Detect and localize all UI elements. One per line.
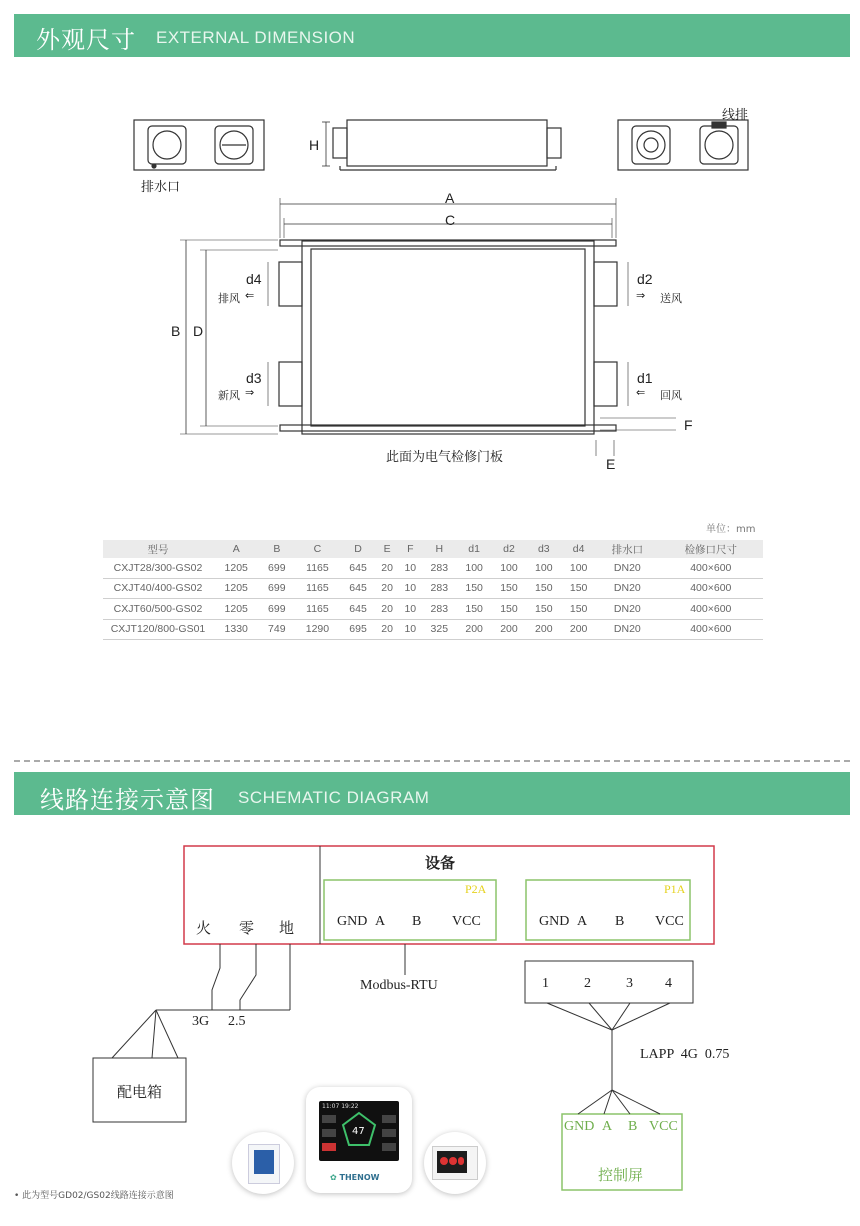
terminal-number: 1 — [542, 976, 549, 991]
table-header: H — [422, 540, 457, 558]
dim-d1-label: d1 — [637, 370, 653, 386]
cable-3g-label: 3G — [192, 1014, 210, 1029]
footnote: • 此为型号GD02/GS02线路连接示意图 — [14, 1191, 174, 1201]
dim-f-label: F — [684, 417, 693, 433]
dim-b-label: B — [171, 323, 181, 339]
table-cell: DN20 — [596, 558, 659, 578]
table-cell: 150 — [526, 599, 561, 620]
table-header: d1 — [457, 540, 492, 558]
table-header: C — [294, 540, 340, 558]
dim-d2-label: d2 — [637, 271, 653, 287]
table-cell: 150 — [492, 578, 527, 599]
table-cell: 1205 — [213, 599, 259, 620]
control-screen-label: 控制屏 — [598, 1166, 644, 1184]
table-cell: 1330 — [213, 619, 259, 640]
table-header: d2 — [492, 540, 527, 558]
pin-b: B — [412, 914, 422, 929]
table-cell: 645 — [341, 558, 376, 578]
table-cell: 695 — [341, 619, 376, 640]
modbus-label: Modbus-RTU — [360, 978, 438, 993]
lapp-cable-label: LAPP 4G 0.75 — [640, 1047, 730, 1062]
table-cell: CXJT60/500-GS02 — [103, 599, 213, 620]
unit-label: 单位：mm — [706, 524, 756, 535]
ctrl-pin-gnd: GND — [564, 1119, 595, 1134]
table-header: 排水口 — [596, 540, 659, 558]
pin-gnd: GND — [337, 914, 368, 929]
table-cell: 100 — [492, 558, 527, 578]
controller-product — [306, 1087, 412, 1193]
table-cell: 20 — [375, 558, 398, 578]
supply-label: 送风 — [660, 292, 682, 305]
dim-h-label: H — [309, 137, 320, 153]
button-panel-product — [424, 1132, 486, 1194]
dim-a-label: A — [445, 190, 455, 206]
table-cell: DN20 — [596, 619, 659, 640]
table-header: A — [213, 540, 259, 558]
pin-a: A — [577, 914, 588, 929]
table-cell: 749 — [259, 619, 294, 640]
table-cell: 200 — [492, 619, 527, 640]
terminal-ground: 地 — [279, 919, 295, 937]
table-cell: 645 — [341, 599, 376, 620]
table-cell: 645 — [341, 578, 376, 599]
section-title: 外观尺寸 — [36, 26, 136, 54]
table-cell: 20 — [375, 619, 398, 640]
table-cell: DN20 — [596, 599, 659, 620]
arrow-left-icon: ⇐ — [636, 386, 646, 399]
port-p1a-label: P1A — [664, 882, 686, 896]
table-cell: 1205 — [213, 558, 259, 578]
wall-panel-product — [232, 1132, 294, 1194]
table-cell: 150 — [561, 599, 596, 620]
table-header: D — [341, 540, 376, 558]
dim-c-label: C — [445, 212, 456, 228]
table-cell: 150 — [526, 578, 561, 599]
arrow-right-icon: ⇒ — [245, 386, 255, 399]
table-cell: 10 — [399, 619, 422, 640]
table-cell: 283 — [422, 578, 457, 599]
cable-size-label: 2.5 — [228, 1014, 246, 1029]
return-label: 回风 — [660, 389, 682, 402]
table-cell: CXJT120/800-GS01 — [103, 619, 213, 640]
table-cell: 283 — [422, 558, 457, 578]
brand-logo: ✿ THENOW — [330, 1173, 380, 1182]
table-cell: 699 — [259, 599, 294, 620]
table-cell: 200 — [526, 619, 561, 640]
pin-vcc: VCC — [655, 914, 684, 929]
terminal-neutral: 零 — [239, 919, 255, 937]
table-cell: 400×600 — [659, 578, 763, 599]
table-cell: 400×600 — [659, 619, 763, 640]
dim-d-label: D — [193, 323, 204, 339]
section-title: 线路连接示意图 — [40, 786, 215, 814]
terminal-number: 2 — [584, 976, 591, 991]
table-header: 检修口尺寸 — [659, 540, 763, 558]
table-header: d4 — [561, 540, 596, 558]
table-cell: 1165 — [294, 578, 340, 599]
fresh-label: 新风 — [218, 389, 240, 402]
table-header: d3 — [526, 540, 561, 558]
table-cell: 699 — [259, 578, 294, 599]
table-header: F — [399, 540, 422, 558]
exhaust-label: 排风 — [218, 292, 240, 305]
table-cell: 10 — [399, 578, 422, 599]
table-cell: CXJT40/400-GS02 — [103, 578, 213, 599]
arrow-right-icon: ⇒ — [636, 289, 646, 302]
table-cell: 100 — [561, 558, 596, 578]
table-cell: 1165 — [294, 599, 340, 620]
dim-e-label: E — [606, 456, 616, 472]
dim-d3-label: d3 — [246, 370, 262, 386]
table-cell: 100 — [457, 558, 492, 578]
table-cell: 150 — [561, 578, 596, 599]
wiring-label: 线排 — [722, 108, 749, 123]
table-cell: 400×600 — [659, 599, 763, 620]
access-panel-label: 此面为电气检修门板 — [386, 450, 504, 465]
terminal-number: 4 — [665, 976, 672, 991]
screen-time: 11:07 19:22 — [322, 1103, 359, 1110]
pin-b: B — [615, 914, 625, 929]
dim-d4-label: d4 — [246, 271, 262, 287]
arrow-left-icon: ⇐ — [245, 289, 255, 302]
table-cell: 20 — [375, 578, 398, 599]
device-title: 设备 — [425, 854, 456, 872]
pin-vcc: VCC — [452, 914, 481, 929]
table-cell: 1205 — [213, 578, 259, 599]
table-cell: 20 — [375, 599, 398, 620]
table-header: B — [259, 540, 294, 558]
table-cell: 283 — [422, 599, 457, 620]
screen-value: 47 — [352, 1126, 365, 1137]
ctrl-pin-vcc: VCC — [649, 1119, 678, 1134]
table-cell: 150 — [492, 599, 527, 620]
panel-icon — [248, 1144, 280, 1184]
terminal-number: 3 — [626, 976, 633, 991]
ctrl-pin-a: A — [602, 1119, 613, 1134]
table-cell: 150 — [457, 599, 492, 620]
table-cell: 200 — [457, 619, 492, 640]
distribution-box-label: 配电箱 — [117, 1083, 163, 1101]
controller-screen — [319, 1101, 399, 1161]
brand-logo-icon: ✿ — [330, 1173, 337, 1182]
table-cell: 1165 — [294, 558, 340, 578]
table-cell: 10 — [399, 599, 422, 620]
ctrl-pin-b: B — [628, 1119, 638, 1134]
table-cell: 325 — [422, 619, 457, 640]
table-cell: 699 — [259, 558, 294, 578]
table-header: 型号 — [103, 540, 213, 558]
table-cell: CXJT28/300-GS02 — [103, 558, 213, 578]
table-cell: 200 — [561, 619, 596, 640]
terminal-live: 火 — [196, 919, 212, 937]
table-cell: 10 — [399, 558, 422, 578]
table-cell: 100 — [526, 558, 561, 578]
port-p2a-label: P2A — [465, 882, 487, 896]
section-subtitle: SCHEMATIC DIAGRAM — [238, 788, 430, 807]
table-cell: DN20 — [596, 578, 659, 599]
table-cell: 400×600 — [659, 558, 763, 578]
table-cell: 150 — [457, 578, 492, 599]
panel-icon — [432, 1146, 478, 1180]
table-header: E — [375, 540, 398, 558]
pin-a: A — [375, 914, 386, 929]
section-subtitle: EXTERNAL DIMENSION — [156, 28, 356, 47]
pin-gnd: GND — [539, 914, 570, 929]
table-cell: 1290 — [294, 619, 340, 640]
drain-label: 排水口 — [141, 180, 181, 195]
